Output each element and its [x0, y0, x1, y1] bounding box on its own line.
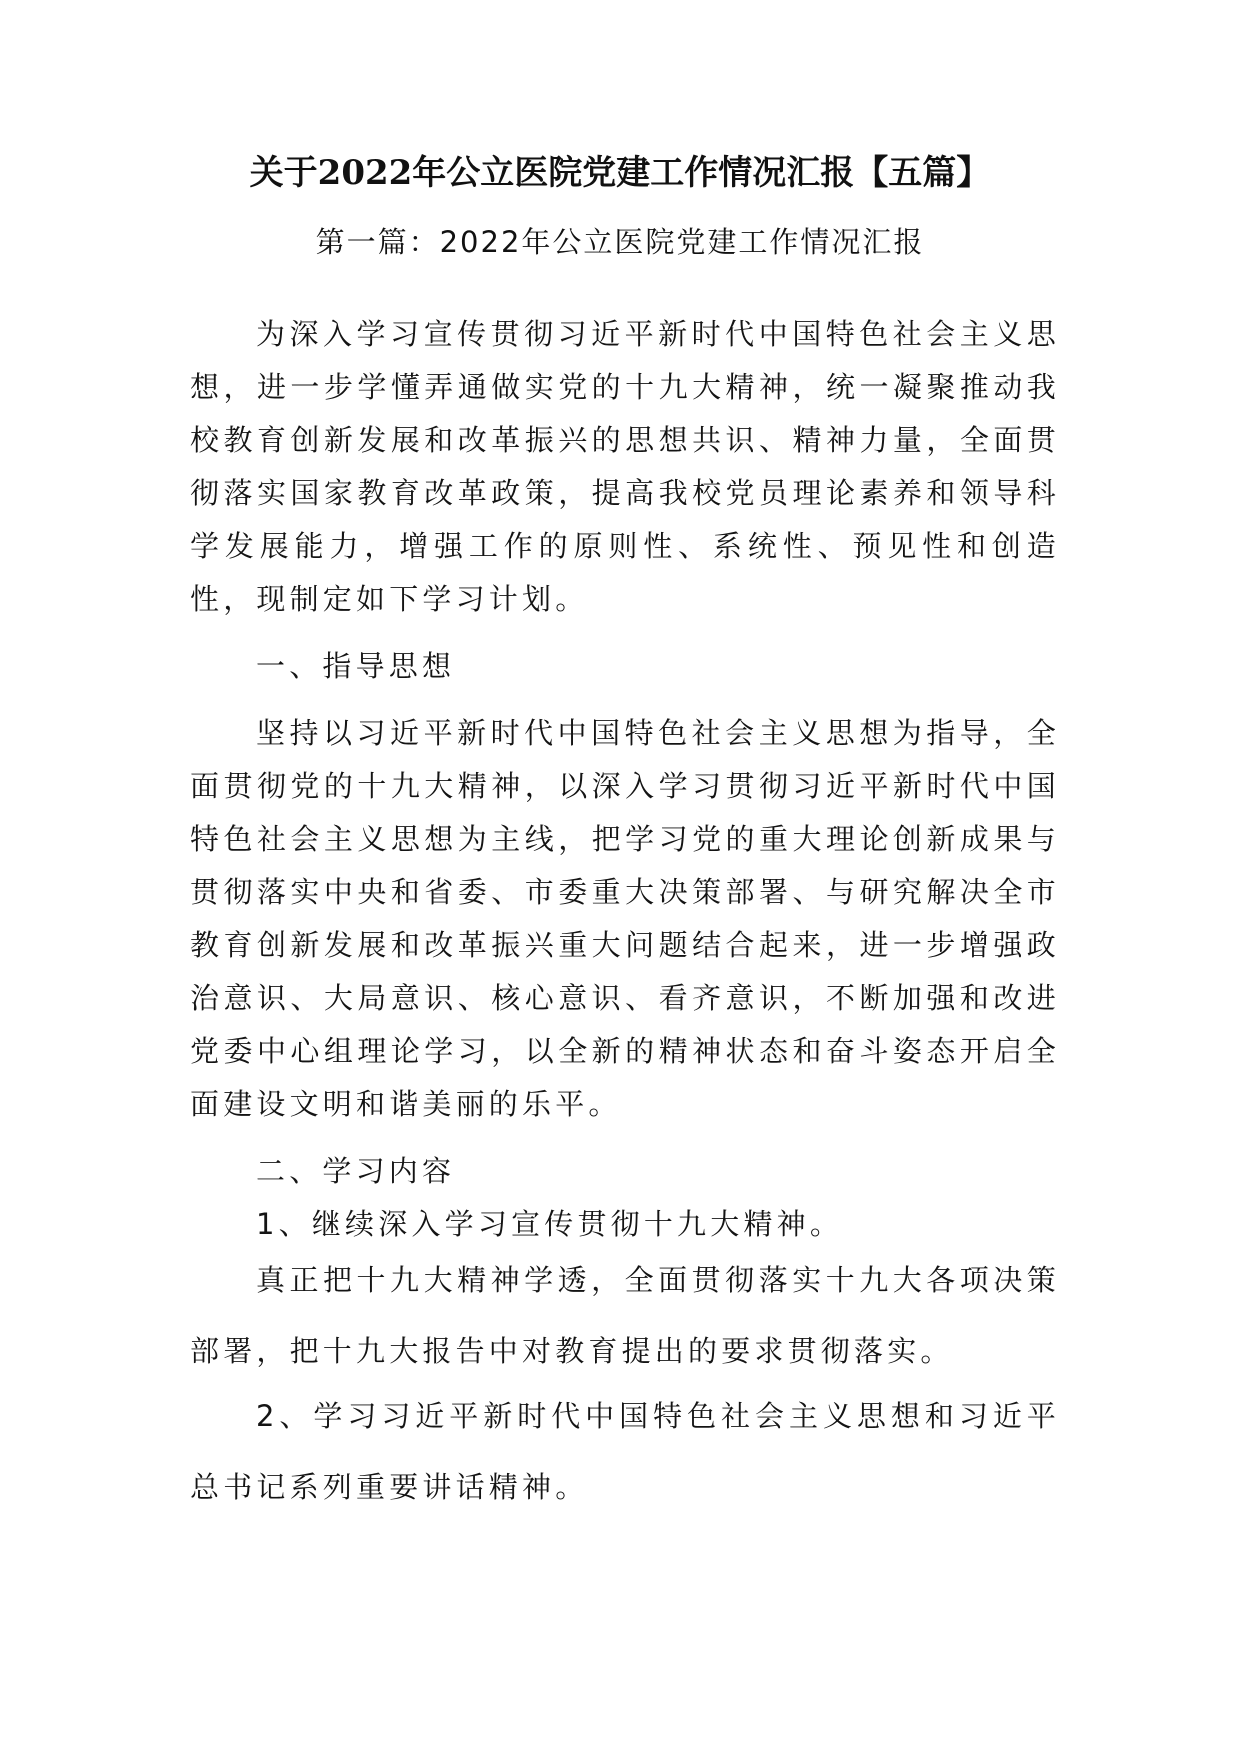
paragraph-guiding-ideology: 坚持以习近平新时代中国特色社会主义思想为指导，全面贯彻党的十九大精神，以深入学习贯彻习近平新时代中国特色社会主义思想为主线，把学习党的重大理论创新成果与贯彻落实中央和省委、市委重大决策部署、与研究解决全市教育创新发展和改革振兴重大问题结合起来，进一步增强政治意识、大局意识、核心意识、看齐意识，不断加强和改进党委中心组理论学习，以全新的精神状态和奋斗姿态开启全面建设文明和谐美丽的乐平。	[190, 716, 1060, 1121]
document-title: 关于2022年公立医院党建工作情况汇报【五篇】	[249, 153, 991, 193]
section-heading-study-content: 二、学习内容	[256, 1154, 456, 1188]
section-heading-guiding-ideology: 一、指导思想	[256, 649, 456, 683]
paragraph-item-1-detail: 真正把十九大精神学透，全面贯彻落实十九大各项决策部署，把十九大报告中对教育提出的要求贯彻落实。	[190, 1263, 1060, 1368]
document-body	[190, 308, 1060, 1523]
list-item-1: 1、继续深入学习宣传贯彻十九大精神。	[256, 1207, 844, 1241]
list-item-2: 2、学习习近平新时代中国特色社会主义思想和习近平总书记系列重要讲话精神。	[190, 1399, 1060, 1504]
document-subtitle: 第一篇：2022年公立医院党建工作情况汇报	[315, 225, 925, 259]
paragraph-intro: 为深入学习宣传贯彻习近平新时代中国特色社会主义思想，进一步学懂弄通做实党的十九大精神，统一凝聚推动我校教育创新发展和改革振兴的思想共识、精神力量，全面贯彻落实国家教育改革政策，提高我校党员理论素养和领导科学发展能力，增强工作的原则性、系统性、预见性和创造性，现制定如下学习计划。	[190, 317, 1060, 616]
